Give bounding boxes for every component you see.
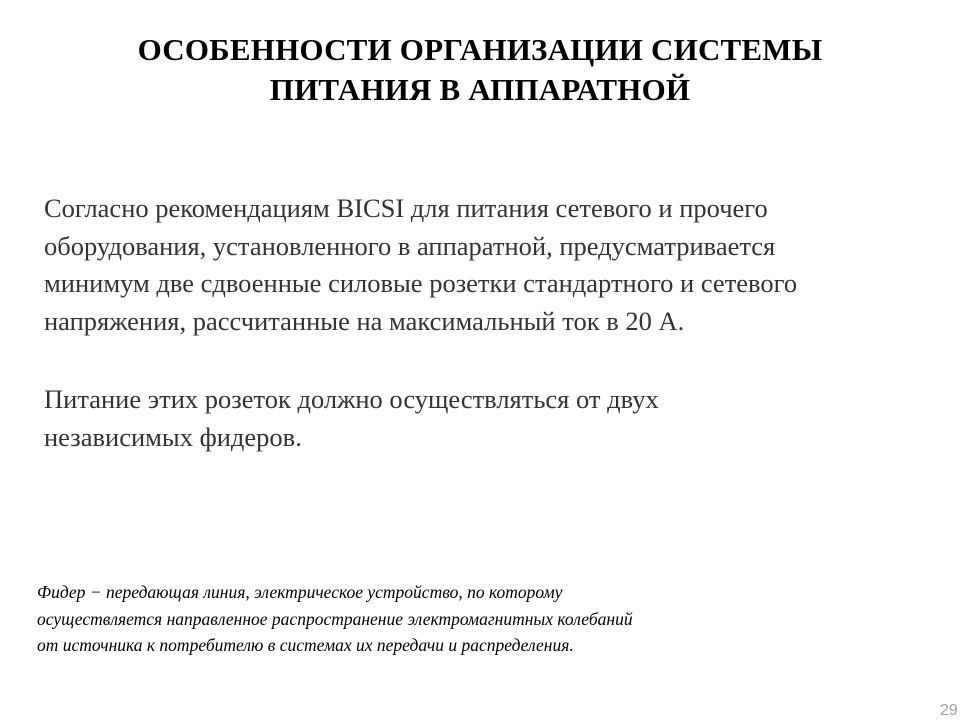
paragraph-line: Питание этих розеток должно осуществляться от двух — [44, 384, 659, 414]
footnote-line: осуществляется направленное распространение электромагнитных колебаний — [37, 608, 633, 629]
slide-title — [40, 30, 920, 110]
body-paragraph-feeders — [44, 381, 944, 456]
paragraph-line: минимум две сдвоенные силовые розетки стандартного и сетевого — [44, 268, 798, 298]
paragraph-line: Согласно рекомендациям BICSI для питания сетевого и прочего — [44, 193, 768, 223]
footnote-line: от источника к потребителю в системах их передачи и распределения. — [37, 635, 574, 655]
footnote-line: Фидер − передающая линия, электрическое устройство, по которому — [37, 582, 563, 602]
paragraph-line: оборудования, установленного в аппаратной, предусматривается — [44, 230, 776, 261]
page-number: 29 — [940, 702, 958, 719]
slide-title-line: ПИТАНИЯ В АППАРАТНОЙ — [269, 72, 691, 107]
slide-title-line: ОСОБЕННОСТИ ОРГАНИЗАЦИИ СИСТЕМЫ — [137, 32, 823, 67]
paragraph-line: напряжения, рассчитанные на максимальный ток в 20 А. — [44, 305, 685, 336]
footnote-feeder-definition — [37, 579, 897, 659]
paragraph-line: независимых фидеров. — [44, 421, 302, 452]
body-paragraph-bicsi — [44, 190, 944, 340]
